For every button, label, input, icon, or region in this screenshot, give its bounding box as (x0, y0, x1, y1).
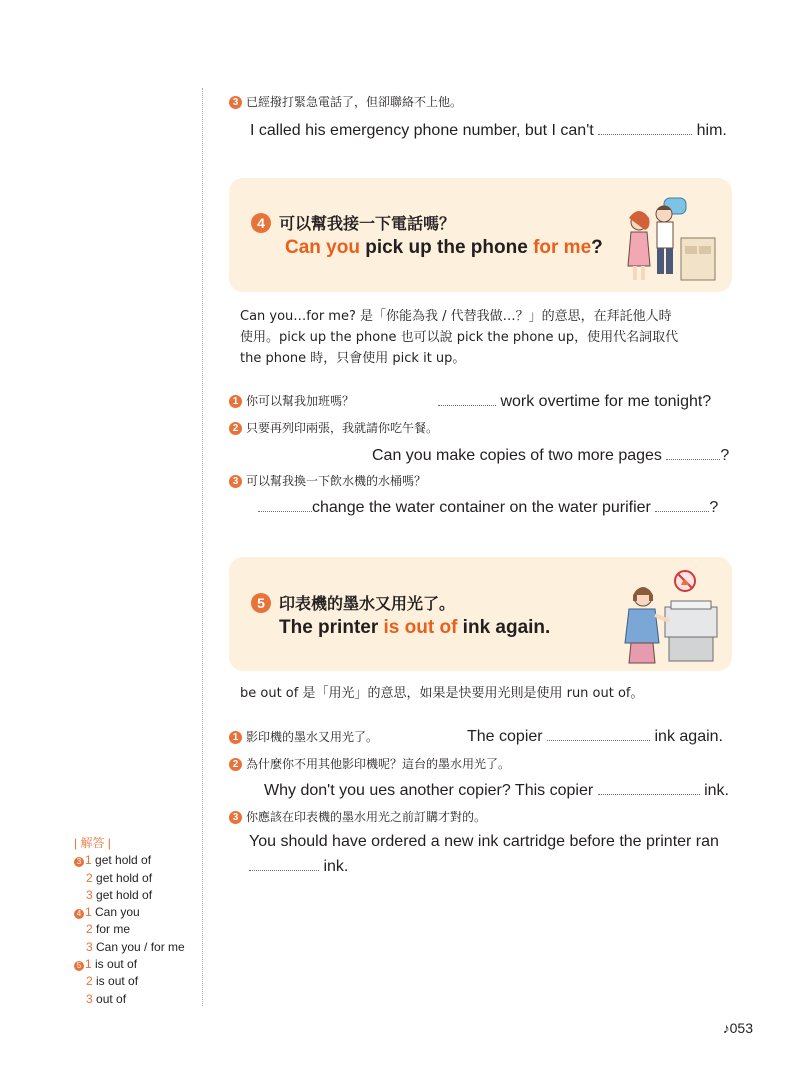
example-3-3-en: I called his emergency phone number, but I can't him. (250, 122, 727, 139)
example-5-1-en: The copier ink again. (467, 728, 723, 745)
section-badge: 5 (74, 961, 84, 971)
answer-row: 3 1 get hold of (74, 852, 185, 869)
number-badge: 3 (229, 96, 242, 109)
fill-blank[interactable] (258, 497, 312, 512)
answer-key-header: | 解答 | (74, 836, 111, 850)
example-3-3-zh: 3 已經撥打緊急電話了，但卻聯絡不上他。 (229, 93, 462, 110)
printer-illustration (621, 567, 729, 667)
fill-blank[interactable] (666, 445, 720, 460)
answer-row: 5 1 is out of (74, 956, 185, 973)
answer-row: 2 is out of (86, 974, 139, 989)
fill-blank[interactable] (598, 120, 692, 135)
answer-row: 3 get hold of (86, 887, 153, 902)
card-4-zh: 4 可以幫我接一下電話嗎？ (251, 211, 455, 234)
number-badge: 2 (229, 422, 242, 435)
fill-blank[interactable] (598, 780, 700, 795)
explanation-4: Can you…for me? 是「你能為我 / 代替我做…？」的意思，在拜託他人時 使用。pick up the phone 也可以說 pick the phone up，使用代名詞取代 the phone 時，只會使用 pick it up。 (240, 309, 679, 366)
answer-key (74, 835, 185, 1008)
phrase-card-5 (229, 557, 732, 671)
example-4-3-en: change the water container on the water purifier ? (258, 497, 718, 517)
section-badge: 3 (74, 857, 84, 867)
fill-blank[interactable] (547, 726, 650, 741)
fill-blank[interactable] (249, 856, 319, 871)
card-number-badge: 4 (251, 213, 271, 233)
answer-row: 3 out of (86, 991, 127, 1006)
example-4-3-zh: 3 可以幫我換一下飲水機的水桶嗎？ (229, 472, 426, 489)
answer-row: 4 1 Can you (74, 904, 185, 921)
card-5-zh: 5 印表機的墨水又用光了。 (251, 591, 455, 614)
number-badge: 1 (229, 731, 242, 744)
margin-divider (202, 88, 203, 1006)
fill-blank[interactable] (438, 391, 496, 406)
section-badge: 4 (74, 909, 84, 919)
example-5-1-zh: 1 影印機的墨水又用光了。 (229, 728, 378, 745)
number-badge: 3 (229, 811, 242, 824)
example-5-3-en-line1: You should have ordered a new ink cartridge before the printer ran (249, 833, 719, 850)
number-badge: 3 (229, 475, 242, 488)
answer-row: 2 for me (86, 922, 131, 937)
card-number-badge: 5 (251, 593, 271, 613)
example-5-2-en: Why don't you ues another copier? This copier ink. (264, 782, 729, 799)
example-4-1-zh: 1 你可以幫我加班嗎？ (229, 392, 354, 409)
example-4-2-zh: 2 只要再列印兩張，我就請你吃午餐。 (229, 419, 438, 436)
example-4-1-en: work overtime for me tonight? (438, 391, 711, 411)
example-5-3-en-line2: ink. (249, 856, 348, 876)
fill-blank[interactable] (655, 497, 709, 512)
example-4-2-en: Can you make copies of two more pages ? (372, 447, 730, 464)
answer-row: 3 Can you / for me (86, 939, 185, 954)
card-5-en: The printer is out of ink again. (279, 617, 551, 638)
number-badge: 1 (229, 395, 242, 408)
page-number: ♪053 (722, 1020, 753, 1036)
example-5-3-zh: 3 你應該在印表機的墨水用光之前訂購才對的。 (229, 808, 486, 825)
answer-row: 2 get hold of (86, 870, 153, 885)
phrase-card-4 (229, 178, 732, 292)
card-4-en: Can you pick up the phone for me? (285, 237, 603, 258)
number-badge: 2 (229, 758, 242, 771)
example-5-2-zh: 2 為什麼你不用其他影印機呢？這台的墨水用光了。 (229, 755, 510, 772)
office-workers-illustration (619, 188, 729, 286)
explanation-5: be out of 是「用光」的意思，如果是快要用光則是使用 run out of。 (240, 686, 644, 701)
